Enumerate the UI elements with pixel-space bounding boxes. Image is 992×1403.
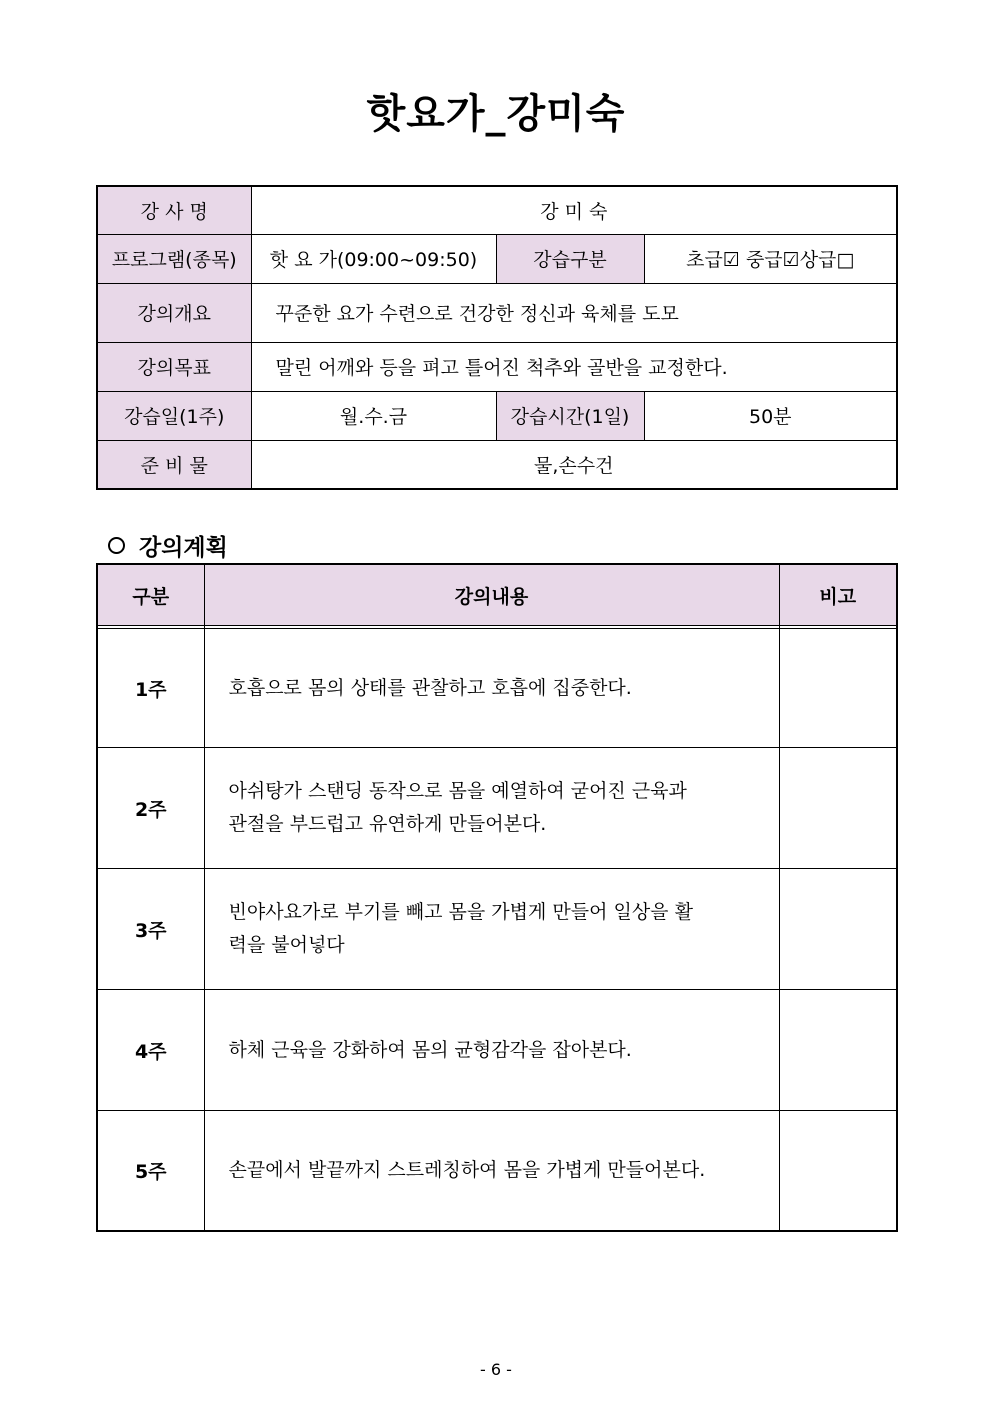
level-label: 강습구분 [496, 234, 644, 283]
overview-label: 강의개요 [97, 283, 251, 342]
time-label: 강습시간(1일) [496, 391, 644, 440]
program-label: 프로그램(종목) [97, 234, 251, 283]
week-cell: 3주 [97, 869, 204, 990]
materials-row [97, 440, 897, 489]
instructor-row [97, 186, 897, 234]
content-line: 관절을 부드럽고 유연하게 만들어본다. [228, 813, 547, 835]
goal-row [97, 342, 897, 391]
week-cell: 4주 [97, 990, 204, 1111]
content-cell [204, 1111, 779, 1231]
table-row [97, 990, 897, 1111]
table-row [97, 869, 897, 990]
content-cell [204, 629, 779, 748]
content-line: 호흡으로 몸의 상태를 관찰하고 호흡에 집중한다. [228, 676, 632, 699]
program-value: 핫 요 가(09:00~09:50) [251, 234, 496, 283]
instructor-value: 강 미 숙 [251, 186, 897, 234]
week-cell: 5주 [97, 1111, 204, 1231]
week-cell: 2주 [97, 748, 204, 869]
instructor-label: 강 사 명 [97, 186, 251, 234]
note-cell [779, 1111, 897, 1231]
time-value: 50분 [644, 391, 897, 440]
content-line: 하체 근육을 강화하여 몸의 균형감각을 잡아본다. [228, 1038, 632, 1061]
schedule-row [97, 391, 897, 440]
content-cell [204, 748, 779, 869]
section-heading [108, 529, 228, 562]
note-cell [779, 629, 897, 748]
goal-value: 말린 어깨와 등을 펴고 틀어진 척추와 골반을 교정한다. [251, 342, 897, 391]
days-value: 월.수.금 [251, 391, 496, 440]
materials-label: 준 비 물 [97, 440, 251, 489]
plan-header-row [97, 564, 897, 626]
header-week: 구분 [97, 564, 204, 626]
lesson-plan-table [96, 563, 898, 1232]
week-cell: 1주 [97, 629, 204, 748]
overview-row [97, 283, 897, 342]
page-title: 핫요가_강미숙 [366, 91, 626, 137]
content-line: 빈야사요가로 부기를 빼고 몸을 가볍게 만들어 일상을 활 [228, 901, 693, 923]
table-row [97, 1111, 897, 1231]
header-content: 강의내용 [204, 564, 779, 626]
program-row [97, 234, 897, 283]
content-line: 력을 불어넣다 [228, 934, 345, 956]
note-cell [779, 990, 897, 1111]
materials-value: 물,손수건 [251, 440, 897, 489]
content-line: 아쉬탕가 스탠딩 동작으로 몸을 예열하여 굳어진 근육과 [228, 780, 687, 802]
days-label: 강습일(1주) [97, 391, 251, 440]
content-cell [204, 990, 779, 1111]
note-cell [779, 748, 897, 869]
course-info-table [96, 185, 898, 490]
table-row [97, 748, 897, 869]
content-cell [204, 869, 779, 990]
level-value: 초급☑ 중급☑상급□ [644, 234, 897, 283]
content-line: 손끝에서 발끝까지 스트레칭하여 몸을 가볍게 만들어본다. [228, 1158, 706, 1181]
table-row [97, 629, 897, 748]
goal-label: 강의목표 [97, 342, 251, 391]
overview-value: 꾸준한 요가 수련으로 건강한 정신과 육체를 도모 [251, 283, 897, 342]
section-title: 강의계획 [139, 535, 228, 561]
circle-bullet-icon [108, 537, 125, 554]
page-number: - 6 - [480, 1360, 512, 1379]
note-cell [779, 869, 897, 990]
header-note: 비고 [779, 564, 897, 626]
